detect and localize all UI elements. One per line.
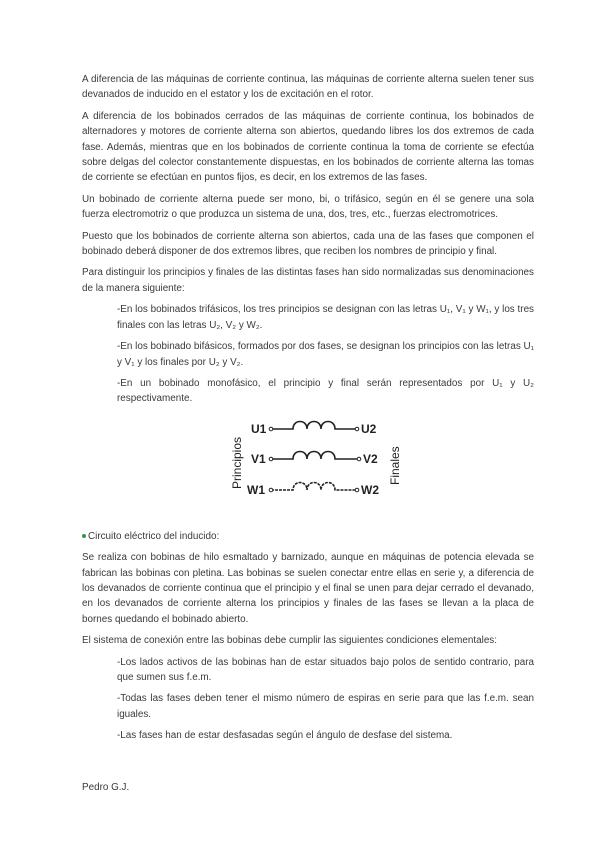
condition-item: -Todas las fases deben tener el mismo número de espiras en serie para que las f.e.m. sean iguales. — [117, 693, 534, 720]
designation-item: -En un bobinado monofásico, el principio y final serán representados por U₁ y U₂ respectivamente. — [117, 377, 534, 405]
condition-item: -Las fases han de estar desfasadas según el ángulo de desfase del sistema. — [117, 730, 453, 742]
paragraph: Se realiza con bobinas de hilo esmaltado y barnizado, aunque en máquinas de potencia elevada se fabrican las bobinas con pletina. Las bobinas se suelen conectar entre ellas en serie y, a diferencia de los devanados de corriente continua que el principio y el final se unen para dejar cerrado el devanado, en los devanados de corriente alterna los principios y finales de las fases se llevan a la placa de bornes quedando el bobinado abierto. — [82, 552, 534, 625]
phase-start-label: W1 — [247, 482, 265, 497]
bullet-icon — [82, 534, 86, 538]
paragraph: A diferencia de los bobinados cerrados de las máquinas de corriente continua, los bobinados de alternadores y motores de corriente alterna son abiertos, quedando libres los dos extremos de cada fase. Además, mientras que en los bobinados de corriente continua la toma de corriente se efectúa sobre delgas del colector constantemente dispuestas, en los bobinados de corriente alterna las tomas de corriente se efectúan en puntos fijos, es decir, en los extremos de las fases. — [82, 110, 534, 184]
principios-label: Principios — [230, 436, 244, 489]
phase-end-label: U2 — [361, 421, 377, 436]
phase-row-w — [247, 482, 379, 497]
document-body — [82, 72, 534, 750]
section-heading — [82, 529, 534, 544]
coil-icon — [271, 451, 359, 459]
phase-end-label: V2 — [363, 451, 378, 466]
paragraph: Un bobinado de corriente alterna puede ser mono, bi, o trifásico, según en él se genere una sola fuerza electromotriz o que produzca un sistema de una, dos, tres, etc., fuerzas electromotrices. — [82, 193, 534, 221]
paragraph: Puesto que los bobinados de corriente alterna son abiertos, cada una de las fases que componen el bobinado deberá disponer de dos extremos libres, que reciben los nombres de principio y final. — [82, 230, 534, 258]
phase-row-u — [251, 421, 377, 436]
phase-row-v — [251, 451, 378, 466]
paragraph: El sistema de conexión entre las bobinas debe cumplir las siguientes condiciones elementales: — [82, 635, 497, 647]
winding-diagram — [82, 413, 534, 513]
phase-start-label: V1 — [251, 451, 266, 466]
condition-item: -Los lados activos de las bobinas han de estar situados bajo polos de sentido contrario, para que sumen sus f.e.m. — [117, 656, 534, 683]
designation-item: -En los bobinados trifásicos, los tres principios se designan con las letras U₁, V₁ y W₁, y los tres finales con las letras U₂, V₂ y W₂. — [117, 304, 534, 331]
coil-icon — [271, 482, 357, 490]
paragraph: A diferencia de las máquinas de corriente continua, las máquinas de corriente alterna suelen tener sus devanados de inducido en el estator y los de excitación en el rotor. — [82, 74, 534, 101]
author-footer: Pedro G.J. — [82, 782, 130, 793]
coil-icon — [271, 421, 357, 429]
phase-start-label: U1 — [251, 421, 267, 436]
finales-label: Finales — [388, 446, 402, 485]
section-heading-text: Circuito eléctrico del inducido: — [88, 530, 220, 542]
phase-end-label: W2 — [361, 482, 379, 497]
paragraph: Para distinguir los principios y finales de las distintas fases han sido normalizadas sus denominaciones de la manera siguiente: — [82, 267, 534, 294]
designation-item: -En los bobinado bifásicos, formados por dos fases, se designan los principios con las letras U₁ y V₁ y los finales por U₂ y V₂. — [117, 341, 534, 368]
